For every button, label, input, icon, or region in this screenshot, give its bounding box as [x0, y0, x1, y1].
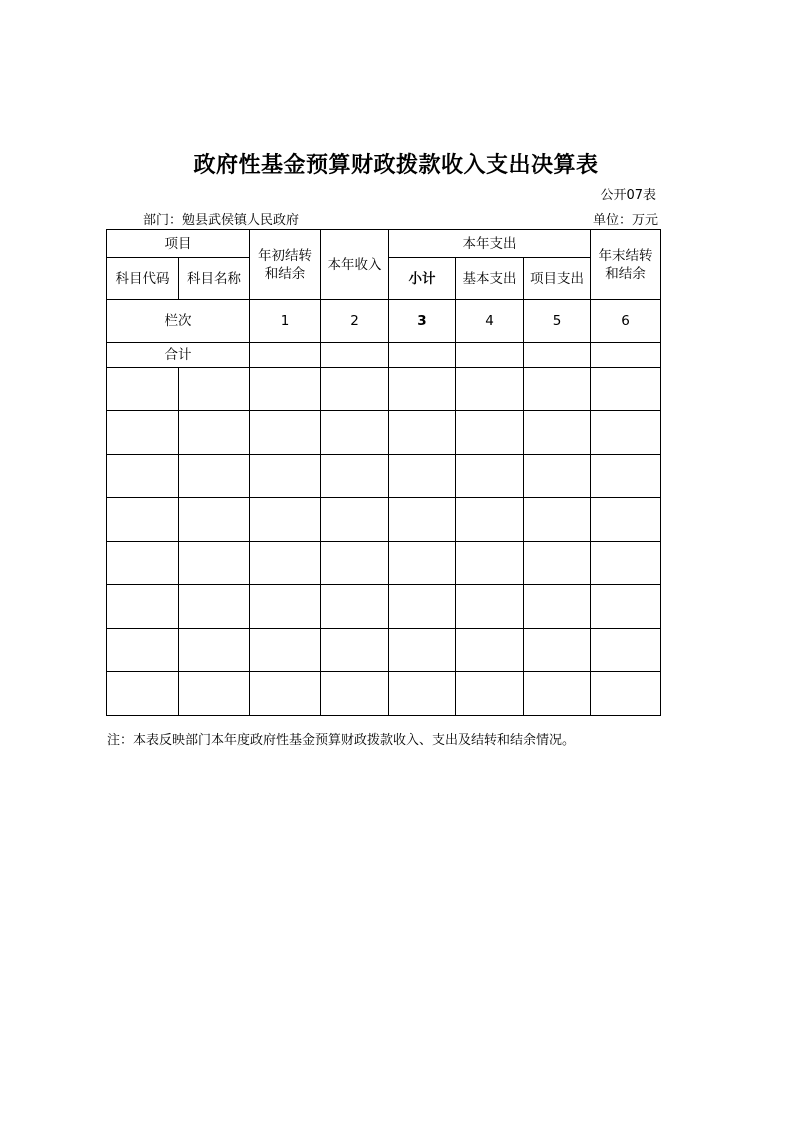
column-number: 6	[591, 300, 661, 343]
department-label: 部门：勉县武侯镇人民政府	[143, 213, 300, 228]
table-cell	[591, 368, 661, 411]
form-code: 公开07表	[600, 188, 656, 203]
unit-label: 单位：万元	[592, 213, 658, 228]
total-label: 合计	[107, 343, 250, 368]
table-cell	[250, 672, 321, 716]
table-cell	[321, 629, 389, 672]
header-item: 项目	[107, 230, 250, 258]
table-cell	[591, 498, 661, 542]
table-cell	[250, 629, 321, 672]
table-cell	[107, 542, 179, 585]
table-cell	[456, 498, 524, 542]
table-cell	[250, 411, 321, 455]
table-cell	[456, 585, 524, 629]
table-row	[107, 368, 661, 411]
column-number: 2	[321, 300, 389, 343]
table-cell	[179, 455, 250, 498]
table-cell	[456, 411, 524, 455]
table-cell	[591, 542, 661, 585]
table-cell	[524, 455, 591, 498]
table-row	[107, 542, 661, 585]
table-cell	[524, 629, 591, 672]
table-cell	[456, 672, 524, 716]
table-cell	[107, 629, 179, 672]
table-cell	[250, 368, 321, 411]
table-cell	[389, 629, 456, 672]
table-cell	[321, 411, 389, 455]
table-cell	[179, 542, 250, 585]
table-cell	[321, 455, 389, 498]
table-cell	[524, 411, 591, 455]
header-subtotal: 小计	[389, 258, 456, 300]
table-cell	[179, 498, 250, 542]
table-cell	[179, 672, 250, 716]
header-begin-balance	[250, 230, 321, 300]
table-cell	[456, 542, 524, 585]
table-cell	[591, 629, 661, 672]
table-cell	[591, 585, 661, 629]
budget-table	[106, 229, 661, 716]
table-cell	[250, 343, 321, 368]
table-cell	[250, 498, 321, 542]
table-cell	[179, 368, 250, 411]
column-number: 4	[456, 300, 524, 343]
table-cell	[389, 585, 456, 629]
table-row	[107, 585, 661, 629]
table-cell	[107, 498, 179, 542]
column-number: 5	[524, 300, 591, 343]
table-cell	[389, 672, 456, 716]
table-cell	[389, 343, 456, 368]
row-index-label: 栏次	[107, 300, 250, 343]
table-cell	[321, 498, 389, 542]
table-cell	[250, 542, 321, 585]
table-cell	[107, 411, 179, 455]
header-end-balance	[591, 230, 661, 300]
header-basic-expense: 基本支出	[456, 258, 524, 300]
table-cell	[389, 411, 456, 455]
total-row	[107, 343, 661, 368]
table-cell	[524, 368, 591, 411]
table-cell	[591, 343, 661, 368]
header-subject-code: 科目代码	[107, 258, 179, 300]
header-begin-balance-text: 年初结转和结余	[258, 247, 312, 282]
table-cell	[524, 542, 591, 585]
table-cell	[107, 368, 179, 411]
table-cell	[524, 343, 591, 368]
table-row	[107, 629, 661, 672]
table-cell	[524, 672, 591, 716]
table-cell	[591, 672, 661, 716]
header-current-expense: 本年支出	[389, 230, 591, 258]
table-cell	[389, 542, 456, 585]
table-cell	[179, 585, 250, 629]
column-number: 3	[389, 300, 456, 343]
column-index-row	[107, 300, 661, 343]
page-title: 政府性基金预算财政拨款收入支出决算表	[193, 153, 599, 178]
header-project-expense: 项目支出	[524, 258, 591, 300]
table-cell	[591, 411, 661, 455]
table-cell	[524, 585, 591, 629]
table-cell	[524, 498, 591, 542]
header-current-income: 本年收入	[321, 230, 389, 300]
table-cell	[179, 629, 250, 672]
table-cell	[107, 672, 179, 716]
table-cell	[250, 585, 321, 629]
table-cell	[107, 585, 179, 629]
table-row	[107, 498, 661, 542]
table-cell	[321, 542, 389, 585]
table-cell	[321, 585, 389, 629]
header-subject-name: 科目名称	[179, 258, 250, 300]
table-cell	[456, 368, 524, 411]
table-cell	[321, 368, 389, 411]
column-number: 1	[250, 300, 321, 343]
table-row	[107, 455, 661, 498]
header-end-balance-text: 年末结转和结余	[598, 247, 653, 282]
footnote: 注：本表反映部门本年度政府性基金预算财政拨款收入、支出及结转和结余情况。	[107, 733, 576, 748]
table-row	[107, 411, 661, 455]
table-cell	[321, 672, 389, 716]
table-cell	[107, 455, 179, 498]
table-cell	[456, 629, 524, 672]
table-cell	[456, 343, 524, 368]
table-cell	[250, 455, 321, 498]
header-row-1	[107, 230, 661, 258]
table-cell	[389, 368, 456, 411]
table-cell	[456, 455, 524, 498]
table-cell	[591, 455, 661, 498]
table-cell	[179, 411, 250, 455]
table-row	[107, 672, 661, 716]
table-cell	[321, 343, 389, 368]
table-cell	[389, 498, 456, 542]
table-cell	[389, 455, 456, 498]
